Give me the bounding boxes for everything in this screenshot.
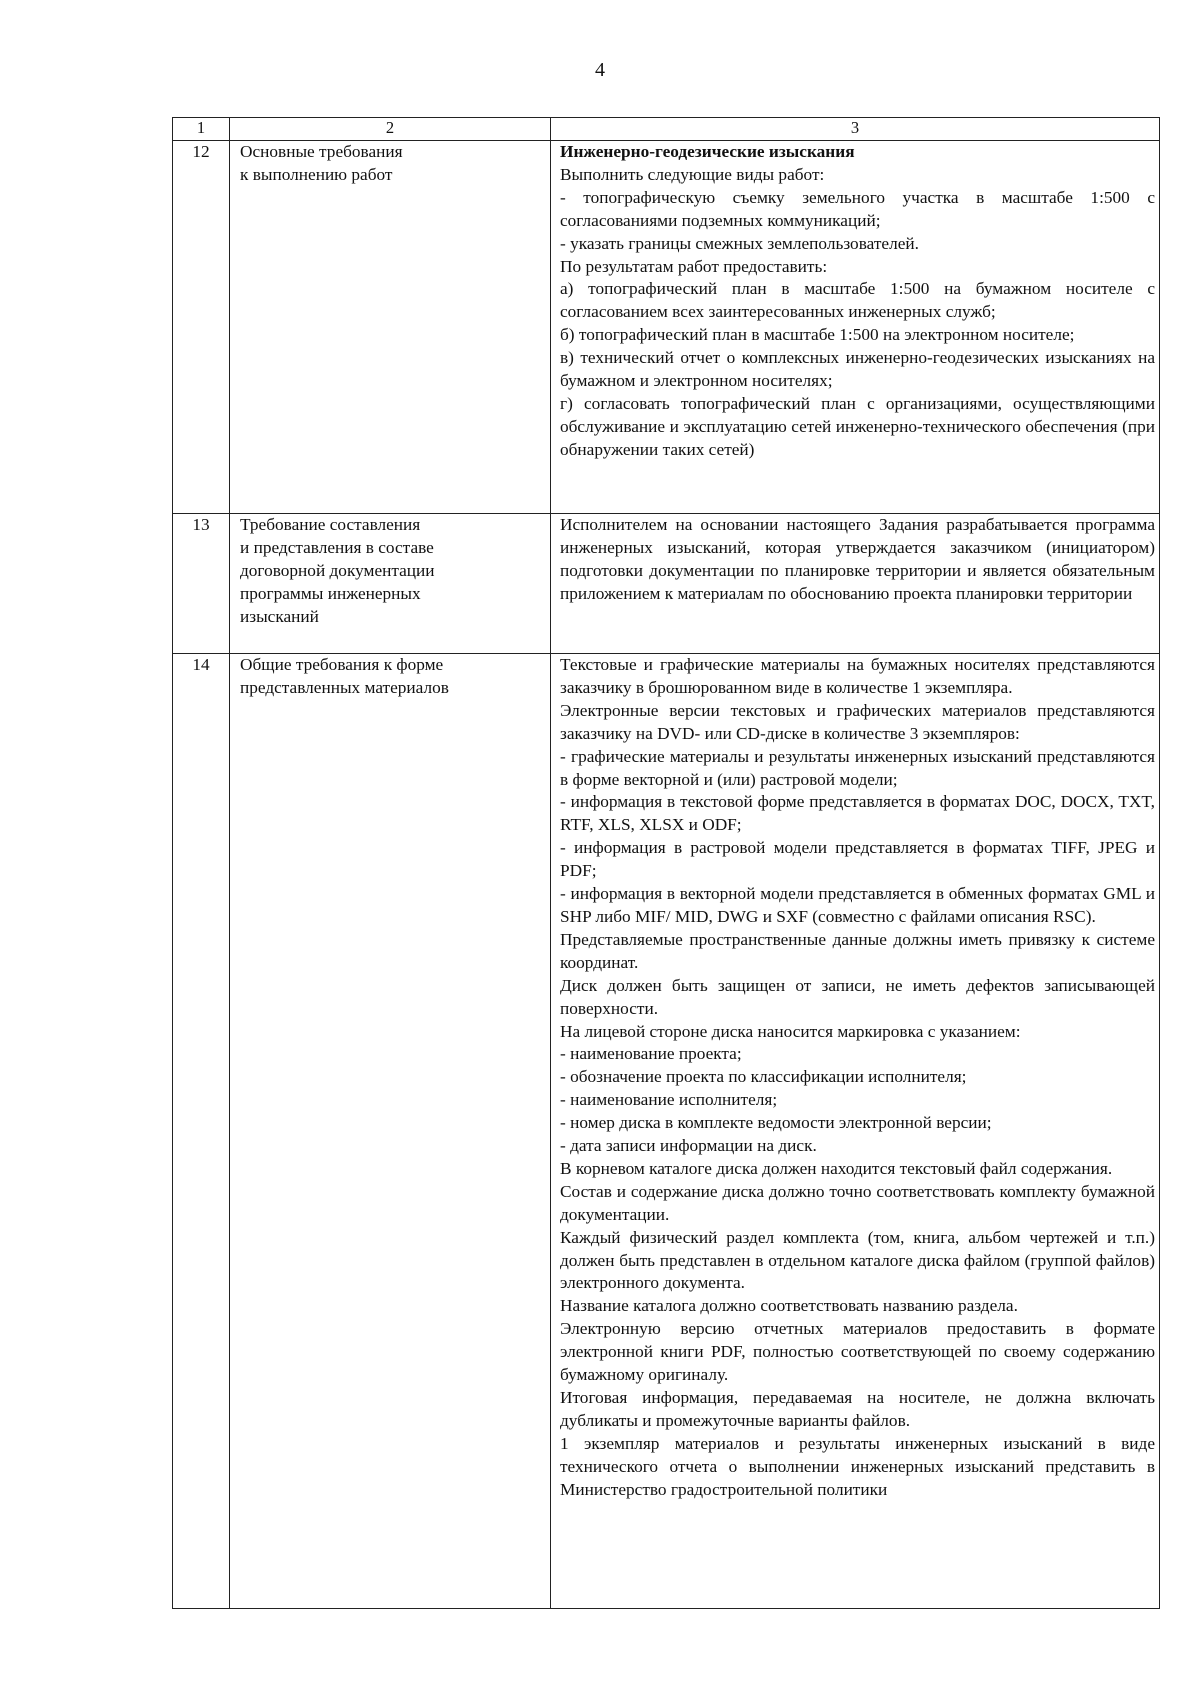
table-row <box>173 141 1160 514</box>
row-title-line: Требование составления <box>240 515 421 534</box>
content-paragraph: - топографическую съемку земельного участка в масштабе 1:500 с согласованиями подземных коммуникаций; <box>560 187 1155 230</box>
content-paragraph: б) топографический план в масштабе 1:500 на электронном носителе; <box>560 325 1075 345</box>
content-paragraph: г) согласовать топографический план с организациями, осуществляющими обслуживание и эксплуатацию сетей инженерно-технического обеспечения (при обнаружении таких сетей) <box>560 393 1155 459</box>
content-paragraph: Диск должен быть защищен от записи, не иметь дефектов записывающей поверхности. <box>560 975 1155 1018</box>
content-paragraph: Исполнителем на основании настоящего Задания разрабатывается программа инженерных изысканий, которая утверждается заказчиком (инициатором) подготовки документации по планировке территории и является обязательным приложением к материалам по обоснованию проекта планировки территории <box>560 515 1155 603</box>
content-paragraph: На лицевой стороне диска наносится маркировка с указанием: <box>560 1021 1021 1041</box>
row-title-cell <box>230 514 551 654</box>
row-number: 12 <box>173 141 230 514</box>
header-col-1: 1 <box>173 118 230 141</box>
row-title-line: к выполнению работ <box>240 164 393 184</box>
content-paragraph: а) топографический план в масштабе 1:500 на бумажном носителе с согласованием всех заинтересованных инженерных служб; <box>560 279 1155 322</box>
content-paragraph: Состав и содержание диска должно точно соответствовать комплекту бумажной документации. <box>560 1181 1155 1224</box>
requirements-table <box>172 117 1160 1609</box>
content-paragraph: В корневом каталоге диска должен находится текстовый файл содержания. <box>560 1158 1113 1178</box>
row-title-line: программы инженерных <box>240 583 421 603</box>
row-title-line: представленных материалов <box>240 677 449 697</box>
table-row <box>173 654 1160 1609</box>
content-paragraph: Представляемые пространственные данные должны иметь привязку к системе координат. <box>560 929 1155 972</box>
table-row <box>173 514 1160 654</box>
row-title-line: изысканий <box>240 606 319 626</box>
row-title-line: Основные требования <box>240 142 403 161</box>
header-col-2: 2 <box>230 118 551 141</box>
row-content-cell <box>551 141 1160 514</box>
content-paragraph: - номер диска в комплекте ведомости электронной версии; <box>560 1113 992 1133</box>
content-paragraph: Электронную версию отчетных материалов предоставить в формате электронной книги PDF, полностью соответствующей по своему содержанию бумажному оригиналу. <box>560 1319 1155 1385</box>
header-col-3: 3 <box>551 118 1160 141</box>
content-paragraph: - информация в растровой модели представляется в форматах TIFF, JPEG и PDF; <box>560 838 1155 881</box>
content-paragraph: Название каталога должно соответствовать названию раздела. <box>560 1296 1018 1316</box>
row-content-cell <box>551 654 1160 1609</box>
row-title-cell <box>230 654 551 1609</box>
content-paragraph: в) технический отчет о комплексных инженерно-геодезических изысканиях на бумажном и электронном носителях; <box>560 348 1155 391</box>
row-number: 14 <box>173 654 230 1609</box>
content-paragraph: Электронные версии текстовых и графических материалов представляются заказчику на DVD- или CD-диске в количестве 3 экземпляров: <box>560 700 1155 743</box>
content-paragraph: - информация в текстовой форме представляется в форматах DOC, DOCX, TXT, RTF, XLS, XLSX и ODF; <box>560 792 1155 835</box>
row-content-cell <box>551 514 1160 654</box>
content-paragraph: Текстовые и графические материалы на бумажных носителях представляются заказчику в брошюрованном виде в количестве 1 экземпляра. <box>560 655 1155 697</box>
section-heading: Инженерно-геодезические изыскания <box>560 142 855 161</box>
row-title-line: и представления в составе <box>240 537 434 557</box>
content-paragraph: Итоговая информация, передаваемая на носителе, не должна включать дубликаты и промежуточные варианты файлов. <box>560 1388 1155 1430</box>
page-number: 4 <box>595 59 605 81</box>
table-header-row <box>173 118 1160 141</box>
row-title-cell <box>230 141 551 514</box>
row-title-line: договорной документации <box>240 560 435 580</box>
content-paragraph: - дата записи информации на диск. <box>560 1136 817 1156</box>
row-title-line: Общие требования к форме <box>240 655 444 674</box>
content-paragraph: - указать границы смежных землепользователей. <box>560 233 919 253</box>
row-number: 13 <box>173 514 230 654</box>
content-paragraph: По результатам работ предоставить: <box>560 256 828 276</box>
content-paragraph: - наименование исполнителя; <box>560 1090 778 1110</box>
content-paragraph: - графические материалы и результаты инженерных изысканий представляются в форме векторной и (или) растровой модели; <box>560 746 1155 789</box>
content-paragraph: - обозначение проекта по классификации исполнителя; <box>560 1067 967 1087</box>
content-paragraph: - наименование проекта; <box>560 1044 742 1064</box>
content-paragraph: 1 экземпляр материалов и результаты инженерных изысканий в виде технического отчета о выполнении инженерных изысканий представить в Министерство градостроительной политики <box>560 1433 1155 1499</box>
content-paragraph: Выполнить следующие виды работ: <box>560 164 825 184</box>
content-paragraph: Каждый физический раздел комплекта (том, книга, альбом чертежей и т.п.) должен быть представлен в отдельном каталоге диска файлом (группой файлов) электронного документа. <box>560 1227 1155 1293</box>
content-paragraph: - информация в векторной модели представляется в обменных форматах GML и SHP либо MIF/ MID, DWG и SXF (совместно с файлами описания RSC). <box>560 884 1155 926</box>
